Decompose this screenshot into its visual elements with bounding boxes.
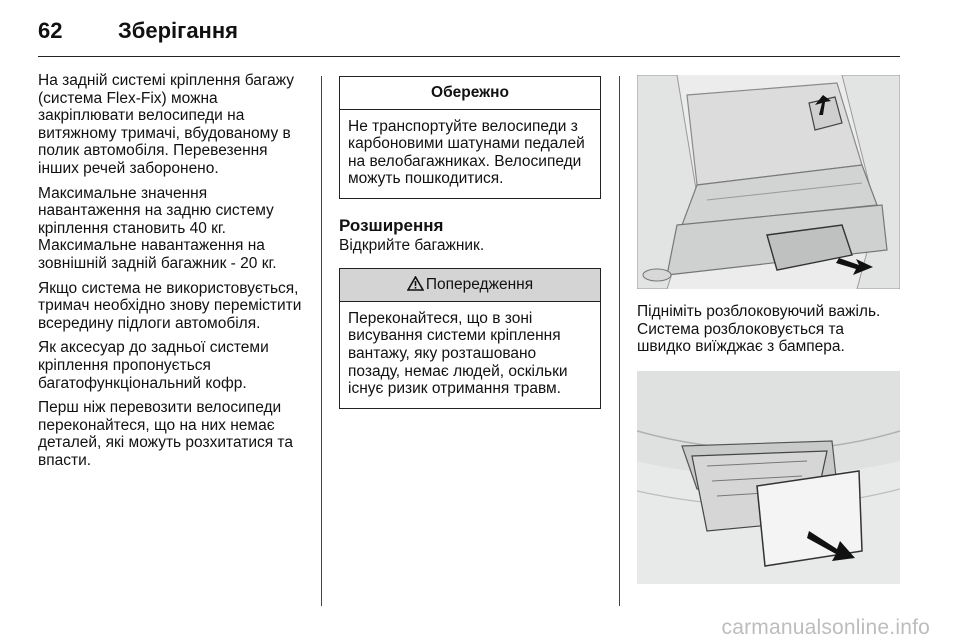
warning-box-header [340,269,600,302]
column-3 [637,75,901,584]
paragraph: Якщо система не використовується, тримач необхідно знову перемістити всередину підлоги автомобіля. [38,279,302,332]
figure-caption: Підніміть розблоковуючий важіль. Система розблоковується та швидко виїжджає з бампера. [637,303,881,356]
bumper-illustration [637,371,900,584]
trunk-illustration [637,75,900,289]
warning-triangle-icon [407,276,424,291]
watermark: carmanualsonline.info [721,616,930,639]
figure-bumper-extension [637,371,900,584]
warning-box-title: Попередження [425,276,534,294]
page-title: Зберігання [118,18,238,43]
warning-box [339,268,601,409]
paragraph: Максимальне значення навантаження на задню систему кріплення становить 40 кг. Максимальне навантаження на зовнішній задній багажник - 20 кг. [38,184,277,272]
column-divider-2 [619,76,620,606]
paragraph: На задній системі кріплення багажу (система Flex-Fix) можна закріплювати велосипеди на витяжному тримачі, вбудованому в полик автомобіля. Перевезення інших речей заборонено. [38,72,295,177]
caution-box-text: Не транспортуйте велосипеди з карбоновими шатунами педалей на велобагажниках. Велосипеди можуть пошкодитися. [348,117,585,188]
caution-box-title: Обережно [340,77,600,110]
caution-box [339,76,601,199]
column-1 [38,72,310,476]
section-title: Розширення [339,215,444,235]
column-divider-1 [321,76,322,606]
page-number: 62 [38,18,63,43]
header-rule [38,56,900,57]
column-2 [339,76,601,409]
warning-box-text: Переконайтеся, що в зоні висування системи кріплення вантажу, яку розташовано позаду, немає людей, оскільки існує ризик отримання травм. [348,309,568,398]
paragraph: Перш ніж перевозити велосипеди переконайтеся, що на них немає деталей, які можуть розхитатися та впасти. [38,399,293,469]
figure-trunk-lever [637,75,900,289]
section-text: Відкрийте багажник. [339,236,485,254]
paragraph: Як аксесуар до задньої системи кріплення пропонується багатофункціональний кофр. [38,339,269,392]
